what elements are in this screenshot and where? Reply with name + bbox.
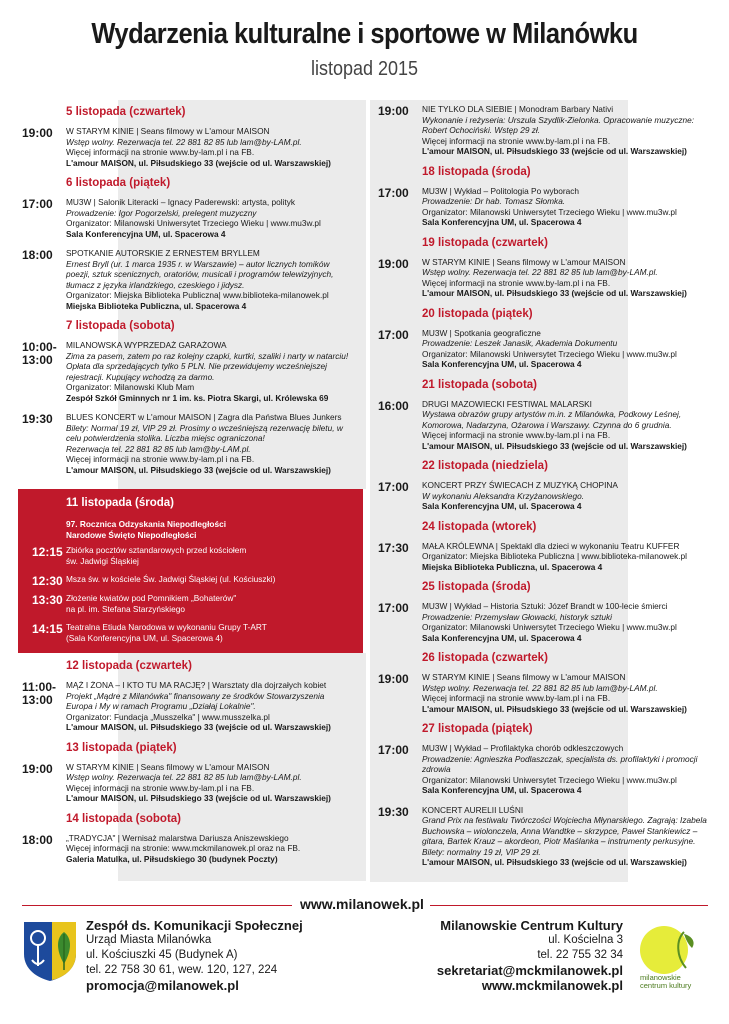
day-heading: 21 listopada (sobota) bbox=[422, 378, 538, 391]
event-text: Msza św. w kościele Św. Jadwigi Śląskiej (ul. Kościuszki) bbox=[66, 574, 276, 584]
event-text: Organizator: Milanowski Uniwersytet Trzeciego Wieku | www.mu3w.pl bbox=[422, 206, 677, 217]
event-venue: L'amour MAISON, ul. Piłsudskiego 33 (wejście od ul. Warszawskiej) bbox=[422, 703, 687, 714]
event-description: Wstęp wolny. Rezerwacja tel. 22 881 82 85 lub lam@by-LAM.pl. bbox=[422, 267, 658, 277]
event-venue: Sala Konferencyjna UM, ul. Spacerowa 4 bbox=[422, 785, 582, 795]
event-description: Wstęp wolny. Rezerwacja tel. 22 881 82 85 lub lam@by-LAM.pl. bbox=[422, 682, 658, 693]
day-heading: 12 listopada (czwartek) bbox=[66, 660, 192, 672]
event-details bbox=[422, 743, 708, 796]
event-description: Ernest Bryll (ur. 1 marca 1935 r. w Warszawie) – autor licznych tomików poezji, sztuk scenicznych, oratoriów, musicali i programów telewizyjnych, tłumacz z języka irlandzkiego, czeskiego i jidysz. bbox=[66, 258, 334, 290]
event-text: na pl. im. Stefana Starzyńskiego bbox=[66, 603, 185, 614]
event-text: KONCERT PRZY ŚWIECACH Z MUZYKĄ CHOPINA bbox=[422, 480, 618, 490]
event-time: 17:00 bbox=[378, 480, 409, 494]
event-item bbox=[378, 805, 708, 868]
event-text: W STARYM KINIE | Seans filmowy w L'amour MAISON bbox=[422, 672, 626, 682]
event-time: 13:30 bbox=[32, 593, 63, 607]
event-description: Prowadzenie: Igor Pogorzelski, prelegent muzyczny bbox=[66, 207, 257, 218]
event-text: św. Jadwigi Śląskiej bbox=[66, 555, 139, 566]
event-text: Więcej informacji na stronie www.by-lam.pl i na FB. bbox=[66, 454, 255, 464]
event-time: 19:00 bbox=[378, 672, 409, 686]
event-venue: L'amour MAISON, ul. Piłsudskiego 33 (wejście od ul. Warszawskiej) bbox=[422, 288, 687, 298]
event-time: 11:00- 13:00 bbox=[22, 680, 57, 707]
event-text: KONCERT AURELII LUŚNI bbox=[422, 804, 524, 815]
event-text: Więcej informacji na stronie www.by-lam.pl i na FB. bbox=[66, 147, 255, 157]
event-details bbox=[66, 197, 352, 239]
footer-left-org: Zespół ds. Komunikacji Społecznej bbox=[86, 918, 303, 933]
mck-logo bbox=[636, 922, 716, 1008]
event-text: Więcej informacji na stronie www.by-lam.pl i na FB. bbox=[422, 693, 611, 703]
event-description: Wykonanie i reżyseria: Urszula Szydlik-Zielonka. Opracowanie muzyczne: Robert Ochociński. Wstęp 29 zł. bbox=[422, 114, 695, 135]
left-column bbox=[22, 106, 352, 484]
event-item bbox=[22, 340, 352, 403]
event-text: MU3W | Wykład – Historia Sztuki: Józef Brandt w 100-lecie śmierci bbox=[422, 601, 668, 611]
event-venue: L'amour MAISON, ul. Piłsudskiego 33 (wejście od ul. Warszawskiej) bbox=[66, 793, 331, 803]
event-item bbox=[22, 833, 352, 865]
event-venue: Zespół Szkół Gminnych nr 1 im. ks. Piotra Skargi, ul. Królewska 69 bbox=[66, 392, 329, 403]
event-text: NIE TYLKO DLA SIEBIE | Monodram Barbary Nativi bbox=[422, 104, 614, 114]
event-description: Prowadzenie: Leszek Janasik, Akademia Dokumentu bbox=[422, 338, 618, 348]
day-heading: 13 listopada (piątek) bbox=[66, 741, 177, 754]
event-description: Projekt „Mądre z Milanówka" finansowany ze środków Stowarzyszenia Europa i My w ramach Programu „Działaj Lokalnie". bbox=[66, 690, 325, 711]
event-text: Zbiórka pocztów sztandarowych przed kościołem bbox=[66, 545, 247, 555]
event-venue: L'amour MAISON, ul. Piłsudskiego 33 (wejście od ul. Warszawskiej) bbox=[66, 464, 331, 475]
event-time: 17:00 bbox=[22, 197, 53, 211]
event-time: 17:00 bbox=[378, 185, 409, 200]
event-time: 16:00 bbox=[378, 398, 409, 413]
event-text: (Sala Konferencyjna UM, ul. Spacerowa 4) bbox=[66, 632, 223, 643]
event-venue: Sala Konferencyjna UM, ul. Spacerowa 4 bbox=[422, 359, 582, 369]
event-item bbox=[378, 672, 708, 714]
event-description: Wstęp wolny. Rezerwacja tel. 22 881 82 85 lub lam@by-LAM.pl. bbox=[66, 136, 302, 147]
event-text: MĄŻ I ŻONA – I KTO TU MA RACJĘ? | Warsztaty dla dojrzałych kobiet bbox=[66, 680, 327, 690]
event-item bbox=[22, 126, 352, 168]
page-title: Wydarzenia kulturalne i sportowe w Milanówku bbox=[91, 18, 638, 50]
event-text: SPOTKANIE AUTORSKIE Z ERNESTEM BRYLLEM bbox=[66, 248, 260, 258]
event-details bbox=[66, 412, 352, 475]
event-text: „TRADYCJA" | Wernisaż malarstwa Dariusza Aniszewskiego bbox=[66, 832, 289, 843]
event-venue: L'amour MAISON, ul. Piłsudskiego 33 (wejście od ul. Warszawskiej) bbox=[422, 146, 687, 156]
event-text: MILANOWSKA WYPRZEDAŻ GARAŻOWA bbox=[66, 340, 227, 350]
event-venue: Sala Konferencyjna UM, ul. Spacerowa 4 bbox=[422, 217, 582, 227]
event-venue: L'amour MAISON, ul. Piłsudskiego 33 (wejście od ul. Warszawskiej) bbox=[422, 440, 687, 451]
event-time: 17:00 bbox=[378, 743, 409, 757]
event-details bbox=[422, 257, 708, 299]
mck-logo-text: milanowskie bbox=[640, 973, 681, 982]
day-heading: 25 listopada (środa) bbox=[422, 581, 531, 593]
event-item bbox=[22, 248, 352, 311]
event-details bbox=[422, 672, 708, 714]
event-venue: L'amour MAISON, ul. Piłsudskiego 33 (wejście od ul. Warszawskiej) bbox=[422, 857, 687, 867]
event-time: 19:00 bbox=[378, 104, 409, 118]
event-details bbox=[422, 186, 708, 228]
event-description: W wykonaniu Aleksandra Krzyżanowskiego. bbox=[422, 490, 585, 501]
event-text: MU3W | Wykład – Profilaktyka chorób odkleszczowych bbox=[422, 743, 624, 753]
holiday-date: 11 listopada (środa) bbox=[66, 497, 175, 509]
event-details bbox=[66, 340, 352, 403]
event-item bbox=[378, 104, 708, 157]
footer-left-line: tel. 22 758 30 61, wew. 120, 127, 224 bbox=[86, 964, 278, 976]
footer-left-contact bbox=[86, 918, 303, 993]
event-text: W STARYM KINIE | Seans filmowy w L'amour MAISON bbox=[422, 256, 626, 267]
event-item bbox=[378, 186, 708, 228]
footer-right-website[interactable]: www.mckmilanowek.pl bbox=[481, 978, 623, 993]
event-time: 17:00 bbox=[378, 327, 409, 342]
event-description: Bilety: Normal 19 zł, VIP 29 zł. Prosimy o wcześniejszą rezerwację biletu, w celu potwierdzenia stolika. Liczba miejsc ograniczona! bbox=[66, 422, 343, 443]
event-time: 10:00- 13:00 bbox=[22, 340, 57, 367]
footer-right-line: tel. 22 755 32 34 bbox=[537, 949, 623, 961]
holiday-heading bbox=[66, 519, 226, 541]
event-time: 12:30 bbox=[32, 574, 63, 588]
event-details bbox=[422, 399, 708, 452]
event-details bbox=[66, 248, 352, 311]
event-text: Złożenie kwiatów pod Pomnikiem „Bohaterów" bbox=[66, 593, 237, 603]
event-text: MAŁA KRÓLEWNA | Spektakl dla dzieci w wykonaniu Teatru KUFFER bbox=[422, 540, 680, 551]
event-text: Więcej informacji na stronie: www.mckmilanowek.pl oraz na FB. bbox=[66, 843, 301, 853]
day-heading: 22 listopada (niedziela) bbox=[422, 460, 548, 472]
event-item bbox=[378, 541, 708, 573]
event-time: 17:00 bbox=[378, 601, 409, 615]
event-time: 18:00 bbox=[22, 832, 53, 847]
event-text: Organizator: Miejska Biblioteka Publiczna| www.biblioteka-milanowek.pl bbox=[66, 290, 329, 300]
event-venue: Miejska Biblioteka Publiczna, ul. Spacerowa 4 bbox=[66, 300, 247, 311]
event-time: 19:30 bbox=[378, 804, 409, 819]
event-text: Organizator: Fundacja „Musszelka" | www.musszelka.pl bbox=[66, 711, 270, 722]
day-heading: 5 listopada (czwartek) bbox=[66, 106, 186, 118]
holiday-event bbox=[32, 574, 275, 588]
page-subtitle: listopad 2015 bbox=[310, 58, 419, 80]
event-text: Organizator: Milanowski Uniwersytet Trzeciego Wieku | www.mu3w.pl bbox=[422, 622, 677, 632]
event-venue: Sala Konferencyjna UM, ul. Spacerowa 4 bbox=[66, 228, 226, 239]
event-details bbox=[422, 601, 708, 643]
day-heading: 24 listopada (wtorek) bbox=[422, 520, 537, 533]
footer-right-org: Milanowskie Centrum Kultury bbox=[440, 918, 623, 933]
event-venue: Galeria Matulka, ul. Piłsudskiego 30 (budynek Poczty) bbox=[66, 853, 278, 864]
footer-divider-left bbox=[22, 905, 292, 906]
holiday-heading-line-1: 97. Rocznica Odzyskania Niepodległości bbox=[66, 519, 226, 529]
event-venue: Sala Konferencyjna UM, ul. Spacerowa 4 bbox=[422, 501, 582, 511]
mck-logo-text: centrum kultury bbox=[640, 981, 692, 990]
event-text: MU3W | Wykład – Politologia Po wyborach bbox=[422, 185, 580, 196]
event-details bbox=[422, 541, 708, 573]
event-time: 14:15 bbox=[32, 622, 63, 636]
footer-right-contact bbox=[437, 918, 623, 993]
event-text: Organizator: Milanowski Uniwersytet Trzeciego Wieku | www.mu3w.pl bbox=[422, 348, 677, 359]
day-heading: 20 listopada (piątek) bbox=[422, 307, 533, 320]
day-heading: 19 listopada (czwartek) bbox=[422, 236, 548, 249]
event-details bbox=[422, 104, 708, 157]
event-venue: Miejska Biblioteka Publiczna, ul. Spacerowa 4 bbox=[422, 561, 603, 572]
event-description: Wystawa obrazów grupy artystów m.in. z Milanówka, Podkowy Leśnej, Komorowa, Nadarzyna, Ożarowa i Warszawy. Czynna do 6 grudnia. bbox=[422, 409, 682, 430]
event-item bbox=[22, 762, 352, 804]
event-venue: L'amour MAISON, ul. Piłsudskiego 33 (wejście od ul. Warszawskiej) bbox=[66, 157, 331, 168]
event-time: 19:30 bbox=[22, 412, 53, 426]
event-time: 18:00 bbox=[22, 248, 53, 262]
event-text: DRUGI MAZOWIECKI FESTIWAL MALARSKI bbox=[422, 398, 592, 409]
event-details bbox=[422, 328, 708, 370]
footer-left-email[interactable]: promocja@milanowek.pl bbox=[86, 978, 239, 993]
event-text: Organizator: Milanowski Uniwersytet Trzeciego Wieku | www.mu3w.pl bbox=[66, 218, 321, 228]
event-time: 19:00 bbox=[22, 126, 53, 140]
event-details bbox=[66, 762, 352, 804]
right-column bbox=[378, 104, 708, 877]
event-text: MU3W | Spotkania geograficzne bbox=[422, 327, 541, 338]
event-details bbox=[66, 680, 352, 733]
footer-website-link[interactable]: www.milanowek.pl bbox=[300, 896, 424, 912]
event-item bbox=[378, 601, 708, 643]
event-text: Organizator: Miejska Biblioteka Publiczna | www.biblioteka-milanowek.pl bbox=[422, 551, 688, 561]
event-item bbox=[378, 399, 708, 452]
event-item bbox=[378, 328, 708, 370]
holiday-event bbox=[32, 545, 246, 566]
event-text: Teatralna Etiuda Narodowa w wykonaniu Grupy T-ART bbox=[66, 622, 267, 632]
footer-right-line: ul. Kościelna 3 bbox=[548, 934, 623, 946]
event-text: Więcej informacji na stronie www.by-lam.pl i na FB. bbox=[422, 277, 611, 288]
milanowek-crest-logo bbox=[22, 920, 78, 982]
event-text: Więcej informacji na stronie www.by-lam.pl i na FB. bbox=[66, 782, 255, 793]
event-time: 19:00 bbox=[378, 256, 409, 271]
event-description: Rezerwacja tel. 22 881 82 85 lub lam@by-LAM.pl. bbox=[66, 443, 251, 454]
event-text: W STARYM KINIE | Seans filmowy w L'amour MAISON bbox=[66, 761, 270, 772]
event-time: 12:15 bbox=[32, 545, 63, 559]
footer-left-line: Urząd Miasta Milanówka bbox=[86, 934, 212, 946]
event-details bbox=[422, 805, 708, 868]
event-item bbox=[22, 412, 352, 475]
event-text: Organizator: Milanowski Uniwersytet Trzeciego Wieku | www.mu3w.pl bbox=[422, 774, 677, 785]
day-heading: 18 listopada (środa) bbox=[422, 165, 531, 178]
event-venue: L'amour MAISON, ul. Piłsudskiego 33 (wejście od ul. Warszawskiej) bbox=[66, 722, 331, 732]
event-item bbox=[378, 257, 708, 299]
event-details bbox=[422, 480, 708, 512]
event-text: Więcej informacji na stronie www.by-lam.pl i na FB. bbox=[422, 430, 611, 440]
event-text: Więcej informacji na stronie www.by-lam.pl i na FB. bbox=[422, 135, 611, 146]
event-text: Organizator: Milanowski Klub Mam bbox=[66, 382, 195, 392]
event-text: BLUES KONCERT w L'amour MAISON | Zagra dla Państwa Blues Junkers bbox=[66, 412, 342, 422]
left-column-lower bbox=[22, 660, 352, 873]
footer-left-line: ul. Kościuszki 45 (Budynek A) bbox=[86, 949, 238, 961]
event-details bbox=[66, 833, 352, 865]
event-text: W STARYM KINIE | Seans filmowy w L'amour MAISON bbox=[66, 126, 270, 136]
day-heading: 14 listopada (sobota) bbox=[66, 812, 182, 825]
footer-divider-right bbox=[430, 905, 708, 906]
holiday-block bbox=[18, 489, 363, 653]
event-item bbox=[22, 680, 352, 733]
event-description: Prowadzenie: Dr hab. Tomasz Słomka. bbox=[422, 196, 566, 206]
holiday-event bbox=[32, 593, 236, 614]
event-time: 19:00 bbox=[22, 761, 53, 776]
day-heading: 26 listopada (czwartek) bbox=[422, 652, 548, 664]
day-heading: 7 listopada (sobota) bbox=[66, 320, 175, 332]
event-details bbox=[66, 126, 352, 168]
event-item bbox=[378, 480, 708, 512]
event-item bbox=[378, 743, 708, 796]
event-venue: Sala Konferencyjna UM, ul. Spacerowa 4 bbox=[422, 632, 582, 643]
event-description: Zima za pasem, zatem po raz kolejny czapki, kurtki, szaliki i narty w natarciu! Opłata dla sprzedających tylko 5 PLN. Nie przewidujemy wcześniejszej rejestracji. Kupujący wchodzą za darmo. bbox=[66, 350, 349, 382]
footer-right-email[interactable]: sekretariat@mckmilanowek.pl bbox=[436, 963, 623, 978]
holiday-event bbox=[32, 622, 267, 643]
event-description: Prowadzenie: Agnieszka Podlaszczak, specjalista ds. profilaktyki i promocji zdrowia bbox=[422, 753, 698, 774]
event-description: Wstęp wolny. Rezerwacja tel. 22 881 82 85 lub lam@by-LAM.pl. bbox=[66, 772, 302, 782]
event-time: 17:30 bbox=[378, 540, 409, 555]
day-heading: 6 listopada (piątek) bbox=[66, 177, 171, 189]
event-text: MU3W | Salonik Literacki – Ignacy Paderewski: artysta, polityk bbox=[66, 197, 296, 207]
day-heading: 27 listopada (piątek) bbox=[422, 723, 533, 735]
event-description: Prowadzenie: Przemysław Głowacki, historyk sztuki bbox=[422, 611, 612, 622]
holiday-heading-line-2: Narodowe Święto Niepodległości bbox=[66, 530, 197, 540]
event-description: Grand Prix na festiwalu Twórczości Wojciecha Młynarskiego. Zagrają: Izabela Buchowska – wiolonczela, Anna Wandtke – skrzypce, Paweł Stankiewicz – gitara, Bartek Krauz – akordeon, Piotr Maślanka – instrumenty perkusyjne. Bilety: normalny 19 zł, VIP 29 zł. bbox=[422, 815, 707, 857]
event-item bbox=[22, 197, 352, 239]
